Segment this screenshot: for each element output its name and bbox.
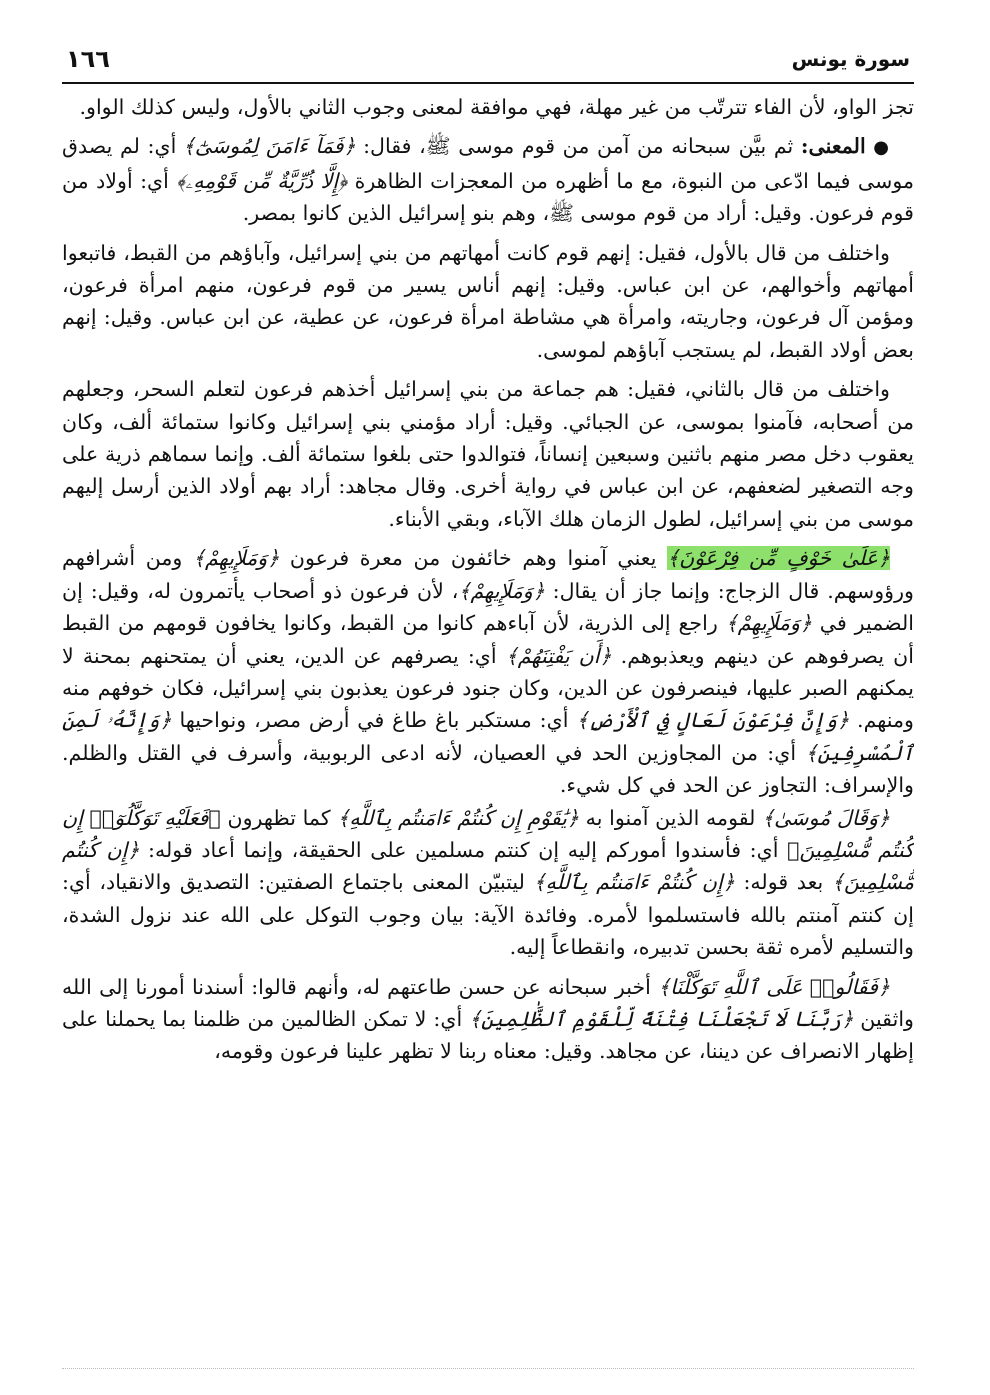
quran-quote: ﴿فَقَالُوا۟ عَلَى ٱللَّهِ تَوَكَّلْنَا﴾ — [658, 974, 890, 999]
text-run: يعني آمنوا وهم خائفون من معرة فرعون — [279, 546, 668, 571]
quran-quote: ﴿وَمَلَإِيهِمْ﴾ — [725, 611, 812, 636]
quran-quote: ﴿وَمَلَإِيهِمْ﴾ — [458, 578, 545, 603]
text-run: كما تظهرون — [220, 805, 338, 830]
quran-quote: ﴿فَمَآ ءَامَنَ لِمُوسَىٰٓ﴾ — [182, 134, 356, 159]
paragraph-6 — [62, 802, 914, 964]
document-page — [62, 36, 914, 1366]
page-header — [62, 36, 914, 84]
page-number: ١٦٦ — [66, 45, 110, 73]
paragraph-meaning — [62, 130, 914, 229]
paragraph-4: واختلف من قال بالثاني، فقيل: هم جماعة من بني إسرائيل أخذهم فرعون لتعلم السحر، وجعلهم من أصحابه، فآمنوا بموسى، عن الجبائي. وقيل: أراد مؤمني بني إسرائيل وكانوا ستمائة ألف، وكان يعقوب دخل مصر منهم باثنين وسبعين إنساناً، فتوالدوا حتى بلغوا ستمائة ألف. وإنما سماهم ذرية على وجه التصغير لضعفهم، عن ابن عباس في رواية أخرى. وقال مجاهد: أراد بهم أولاد الذين أرسل إليهم موسى من بني إسرائيل، لطول الزمان هلك الآباء، وبقي الأبناء. — [62, 377, 914, 531]
text-run: أي: مستكبر باغ طاغ في أرض مصر، ونواحيها — [171, 708, 577, 733]
text-run: أي: لم يصدق موسى فيما ادّعى من النبوة، مع ما أظهره من المعجزات الظاهرة — [62, 134, 914, 193]
section-label: المعنى: — [800, 134, 866, 159]
text-run: بعد قوله: — [734, 870, 832, 895]
text-run: أي: لا تمكن الظالمين من ظلمنا بما يحملنا على إظهار الانصراف عن ديننا، عن مجاهد. وقيل: معناه ربنا لا تظهر علينا فرعون وقومه، — [62, 1006, 914, 1064]
text-run: أخبر سبحانه عن حسن طاعتهم له، وأنهم قالوا: أسندنا أمورنا إلى الله واثقين — [62, 974, 914, 1031]
quran-quote: ﴿وَقَالَ مُوسَىٰ﴾ — [762, 805, 891, 830]
paragraph-7 — [62, 971, 914, 1068]
text-run: ، لأن فرعون ذو أصحاب يأتمرون له، وقيل: إن الضمير في — [62, 578, 914, 636]
quran-quote: ﴿وَإِنَّهُۥ لَمِنَ ٱلْمُسْرِفِينَ﴾ — [62, 708, 914, 765]
quran-quote: ﴿إِلَّا ذُرِّيَّةٌ مِّن قَوْمِهِۦ﴾ — [176, 168, 348, 193]
text-run: أي: يصرفهم عن الدين، يعني أن يمتحنهم بمحنة لا يمكنهم الصبر عليها، فينصرفون عن الدين، وكان جنود فرعون يعذبون بني إسرائيل، فكان خوفهم منه ومنهم. — [62, 643, 914, 733]
quran-quote: ﴿إِن كُنتُم مُّسْلِمِينَ﴾ — [62, 837, 914, 895]
highlighted-quran-quote: ﴿عَلَىٰ خَوْفٍ مِّن فِرْعَوْنَ﴾ — [667, 546, 890, 571]
quran-quote: ﴿وَمَلَإِيهِمْ﴾ — [192, 546, 280, 571]
bullet-icon: ● — [873, 137, 891, 159]
surah-name: سورة يونس — [791, 47, 910, 71]
text-run: أي: أولاد من قوم فرعون. وقيل: أراد من قوم موسى ﷺ، وهم بنو إسرائيل الذين كانوا بمصر. — [62, 168, 914, 226]
quran-quote: ﴿رَبَّنَا لَا تَجْعَلْنَا فِتْنَةً لِّلْقَوْمِ ٱلظَّٰلِمِينَ﴾ — [469, 1006, 854, 1031]
footer-rule — [62, 1368, 914, 1369]
paragraph-1: تجز الواو، لأن الفاء تترتّب من غير مهلة، فهي موافقة لمعنى وجوب الثاني بالأول، وليس كذلك الواو. — [79, 95, 914, 119]
quran-quote: ﴿أَن يَفْتِنَهُمْ﴾ — [505, 643, 612, 668]
text-run: أي: من المجاوزين الحد في العصيان، لأنه ادعى الربوبية، وأسرف في القتل والظلم. والإسراف: التجاوز عن الحد في كل شيء. — [62, 740, 914, 798]
text-run: أي: فأسندوا أموركم إليه إن كنتم مسلمين على الحقيقة، وإنما أعاد قوله: — [139, 837, 788, 862]
text-run: ثم بيَّن سبحانه من آمن من قوم موسى ﷺ، فقال: — [355, 134, 801, 159]
text-run: ومن أشرافهم ورؤوسهم. قال الزجاج: وإنما جاز أن يقال: — [62, 546, 914, 603]
paragraph-5 — [62, 542, 914, 801]
quran-quote: ﴿إِن كُنتُمْ ءَامَنتُم بِٱللَّهِ﴾ — [533, 870, 735, 895]
quran-quote: ﴿فَعَلَيْهِ تَوَكَّلُوٓا۟ إِن كُنتُم مُّسْلِمِينَ﴾ — [62, 805, 914, 862]
quran-quote: ﴿وَإِنَّ فِرْعَوْنَ لَعَالٍ فِي ٱلْأَرْضِ﴾ — [576, 708, 850, 733]
text-run: ليتبيّن المعنى باجتماع الصفتين: التصديق والانقياد، أي: إن كنتم آمنتم بالله فاستسلموا لأمره. وفائدة الآية: بيان وجوب التوكل على الله عند نزول الشدة، والتسليم لأمره ثقة بحسن تدبيره، وانقطاعاً إليه. — [62, 870, 914, 960]
text-run: لقومه الذين آمنوا به — [578, 805, 763, 830]
paragraph-3: واختلف من قال بالأول، فقيل: إنهم قوم كانت أمهاتهم من بني إسرائيل، وآباؤهم من القبط، فاتبعوا أمهاتهم وأخوالهم، عن ابن عباس. وقيل: إنهم أناس يسير من قوم فرعون، منهم امرأة فرعون، ومؤمن آل فرعون، وجاريته، وامرأة هي مشاطة امرأة فرعون، عن عطية، عن ابن عباس. وقيل: إنهم بعض أولاد القبط، لم يستجب آباؤهم لموسى. — [62, 240, 914, 362]
quran-quote: ﴿يَٰقَوْمِ إِن كُنتُمْ ءَامَنتُم بِٱللَّهِ﴾ — [337, 805, 579, 830]
text-run: راجع إلى الذرية، لأن آباءهم كانوا من القبط، وكانوا يخافون قومهم من القبط أن يصرفوهم عن دينهم ويعذبوهم. — [62, 611, 914, 668]
